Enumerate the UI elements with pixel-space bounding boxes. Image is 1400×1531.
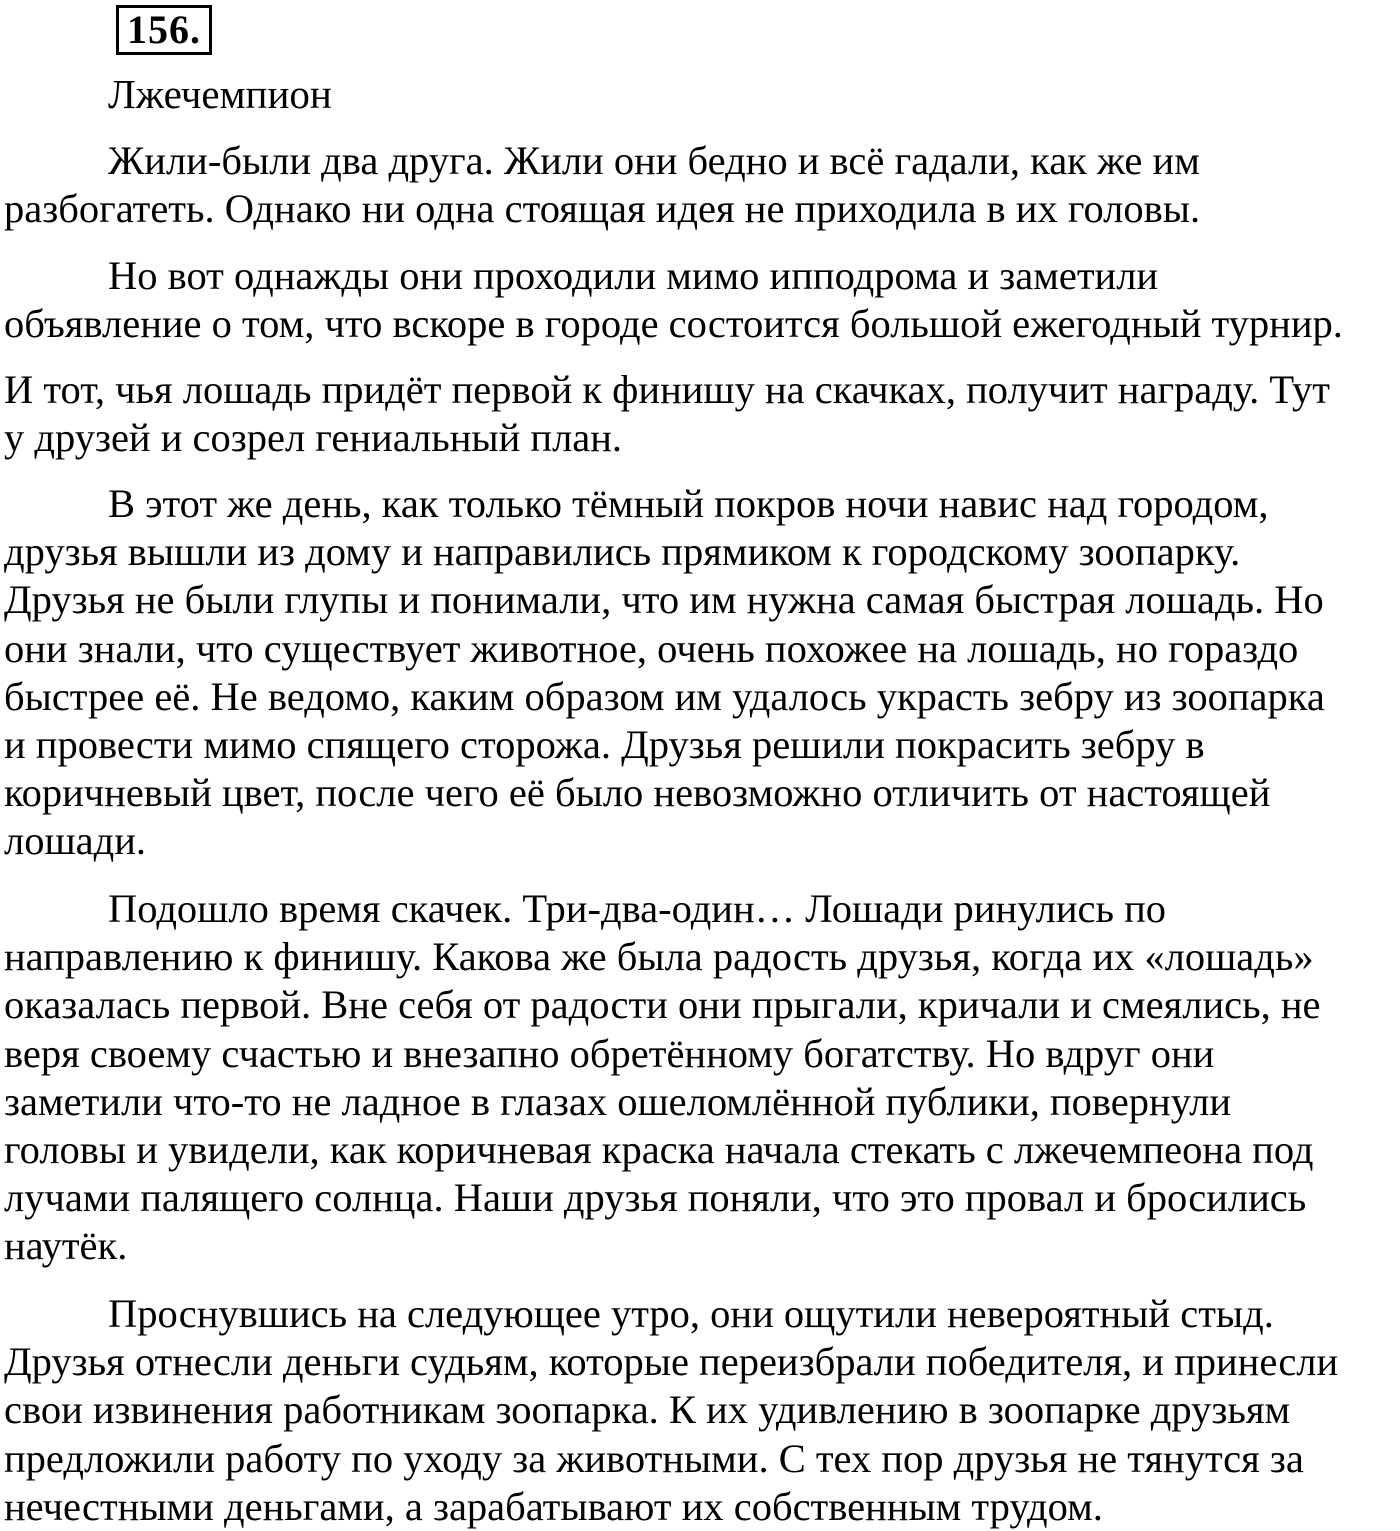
text-line: направлению к финишу. Какова же была радость друзья, когда их «лошадь» bbox=[4, 934, 1314, 980]
text-line: Друзья отнесли деньги судьям, которые переизбрали победителя, и принесли bbox=[4, 1339, 1339, 1385]
text-line: быстрее её. Не ведомо, каким образом им удалось украсть зебру из зоопарка bbox=[4, 673, 1325, 719]
paragraph bbox=[4, 366, 1400, 462]
story-title: Лжечемпион bbox=[108, 71, 332, 117]
text-line: и провести мимо спящего сторожа. Друзья решили покрасить зебру в bbox=[4, 722, 1205, 768]
text-line: разбогатеть. Однако ни одна стоящая идея не приходила в их головы. bbox=[4, 186, 1201, 232]
text-line: Проснувшись на следующее утро, они ощутили невероятный стыд. bbox=[108, 1291, 1274, 1336]
text-line: веря своему счастью и внезапно обретённому богатству. Но вдруг они bbox=[4, 1030, 1215, 1076]
text-line: И тот, чья лошадь придёт первой к финишу на скачках, получит награду. Тут bbox=[4, 367, 1330, 412]
text-line: лошади. bbox=[4, 818, 147, 864]
paragraph bbox=[4, 885, 1400, 1271]
text-line: свои извинения работникам зоопарка. К их удивлению в зоопарке друзьям bbox=[4, 1387, 1291, 1433]
text-line: коричневый цвет, после чего её было невозможно отличить от настоящей bbox=[4, 770, 1271, 816]
text-line: В этот же день, как только тёмный покров ночи навис над городом, bbox=[108, 481, 1269, 526]
text-line: нечестными деньгами, а зарабатывают их собственным трудом. bbox=[4, 1483, 1103, 1529]
paragraph bbox=[4, 480, 1400, 866]
text-line: заметили что-то не ладное в глазах ошеломлённой публики, повернули bbox=[4, 1078, 1232, 1124]
text-line: объявление о том, что вскоре в городе состоится большой ежегодный турнир. bbox=[4, 301, 1343, 347]
text-line: у друзей и созрел гениальный план. bbox=[4, 415, 623, 461]
paragraph bbox=[4, 252, 1400, 348]
text-line: лучами палящего солнца. Наши друзья поняли, что это провал и бросились bbox=[4, 1175, 1307, 1221]
exercise-number-box: 156. bbox=[116, 5, 212, 55]
paragraph bbox=[4, 1290, 1400, 1531]
text-line: головы и увидели, как коричневая краска начала стекать с лжечемпеона под bbox=[4, 1127, 1314, 1173]
text-line: друзья вышли из дому и направились прямиком к городскому зоопарку. bbox=[4, 529, 1241, 575]
text-line: предложили работу по уходу за животными. С тех пор друзья не тянутся за bbox=[4, 1435, 1304, 1481]
text-line: Жили-были два друга. Жили они бедно и всё гадали, как же им bbox=[108, 138, 1200, 183]
text-line: Но вот однажды они проходили мимо ипподрома и заметили bbox=[108, 253, 1159, 298]
text-line: оказалась первой. Вне себя от радости они прыгали, кричали и смеялись, не bbox=[4, 982, 1321, 1028]
text-line: Подошло время скачек. Три-два-один… Лошади ринулись по bbox=[108, 886, 1167, 931]
text-line: они знали, что существует животное, очень похожее на лошадь, но гораздо bbox=[4, 625, 1299, 671]
text-line: Друзья не были глупы и понимали, что им нужна самая быстрая лошадь. Но bbox=[4, 577, 1324, 623]
text-line: наутёк. bbox=[4, 1223, 128, 1269]
paragraph bbox=[4, 137, 1400, 233]
